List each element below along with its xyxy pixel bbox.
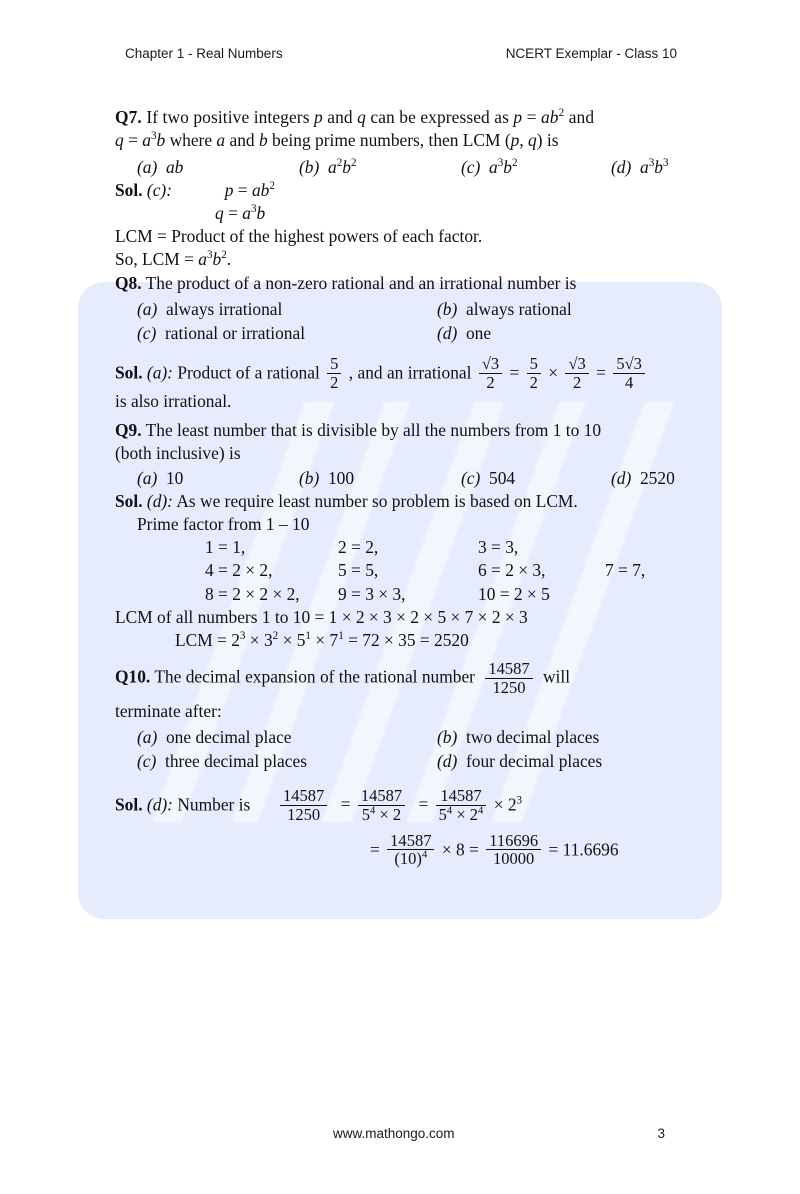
q8-label: Q8. bbox=[115, 273, 142, 293]
q9-option-a[interactable] bbox=[137, 467, 299, 490]
q7-option-a-value: ab bbox=[165, 157, 184, 177]
q7-stem-where: where bbox=[169, 130, 213, 150]
q8-solution-line2: is also irrational. bbox=[115, 390, 232, 411]
q8-sol-text2: , and an irrational bbox=[348, 362, 472, 383]
q10-f2-den-exp: 4 bbox=[370, 805, 376, 817]
q7-option-c-label: (c) bbox=[461, 157, 481, 177]
q9-lcm-final-pre: LCM = 2 bbox=[175, 630, 240, 651]
q7-and-1: and bbox=[327, 107, 353, 127]
q9-prime-header: Prime factor from 1 – 10 bbox=[137, 513, 310, 534]
q9-prime-cell: 6 = 2 × 3, bbox=[478, 560, 546, 581]
q9-option-b-label: (b) bbox=[299, 467, 320, 488]
q7-sol-conclusion-a: a bbox=[198, 249, 207, 269]
q7-sol-conclusion-aexp: 3 bbox=[206, 249, 213, 262]
q9-lcm-exp-3: 1 bbox=[305, 630, 311, 643]
question-q9 bbox=[115, 419, 689, 653]
q7-stem-text2: can be expressed as bbox=[370, 107, 509, 127]
q10-option-b-text: two decimal places bbox=[465, 726, 600, 747]
q8-fraction-5-2-b bbox=[527, 355, 541, 392]
q9-lcm-mid-2: × 5 bbox=[278, 630, 306, 651]
q10-option-c-text: three decimal places bbox=[165, 750, 307, 771]
q9-option-a-text: 10 bbox=[165, 467, 184, 488]
q10-frac-1 bbox=[280, 787, 327, 824]
q7-sol-p-lhs: p bbox=[224, 180, 234, 200]
q10-f3-den-exp2: 4 bbox=[478, 805, 484, 817]
q9-option-b[interactable] bbox=[299, 467, 461, 490]
q7-sol-q-lhs: q bbox=[215, 203, 224, 223]
q10-sol-text1: Number is bbox=[177, 794, 251, 815]
q10-option-d-label: (d) bbox=[437, 750, 458, 771]
q10-option-a-label: (a) bbox=[137, 726, 158, 747]
q10-fraction-14587-1250 bbox=[485, 660, 532, 697]
q7-option-b-label: (b) bbox=[299, 157, 320, 177]
q7-var-a: a bbox=[216, 130, 226, 150]
q10-mult-exp: 3 bbox=[516, 794, 523, 807]
q10-line2-equals: = bbox=[370, 838, 380, 859]
question-q7 bbox=[115, 106, 689, 271]
q9-solution-line1 bbox=[115, 490, 689, 513]
q9-prime-cell: 5 = 5, bbox=[338, 560, 379, 581]
q7-sol-conclusion-bexp: 2 bbox=[221, 249, 227, 262]
q8-option-b[interactable] bbox=[437, 297, 572, 321]
q10-times-8: × 8 = bbox=[441, 838, 479, 859]
q7-stem-line1 bbox=[115, 106, 689, 129]
footer-page-number: 3 bbox=[657, 1126, 665, 1141]
footer-website[interactable]: www.mathongo.com bbox=[333, 1126, 455, 1141]
q10-equals-2: = bbox=[418, 794, 429, 815]
q8-option-a-text: always irrational bbox=[165, 299, 283, 319]
header-chapter-title: Chapter 1 - Real Numbers bbox=[125, 46, 283, 61]
q9-prime-row-1 bbox=[115, 536, 689, 560]
q10-f4-den bbox=[387, 849, 434, 868]
q9-option-c[interactable] bbox=[461, 467, 611, 490]
q7-stem-text1: If two positive integers bbox=[146, 107, 310, 127]
q8-frac4-num: √3 bbox=[568, 354, 586, 373]
q10-options-row1 bbox=[115, 725, 689, 749]
q7-sol-q-aexp: 3 bbox=[250, 203, 257, 216]
q10-solution-line1 bbox=[115, 787, 689, 824]
q10-option-d[interactable] bbox=[437, 749, 602, 773]
q10-f3-den-mid: × 2 bbox=[452, 804, 479, 824]
q10-options-row2 bbox=[115, 749, 689, 773]
q8-equals-2: = bbox=[596, 362, 606, 383]
q7-option-b[interactable] bbox=[299, 156, 461, 179]
q7-lcm-p: p bbox=[510, 130, 520, 150]
q10-f2-den-base: 5 bbox=[361, 804, 371, 824]
q10-sol-answer: (d): bbox=[146, 794, 173, 815]
q8-option-c[interactable] bbox=[137, 321, 437, 345]
q10-f3-den-exp: 4 bbox=[446, 805, 453, 817]
q9-prime-row-3 bbox=[115, 583, 689, 607]
q7-expr-p-lhs: p bbox=[513, 107, 523, 127]
q8-solution-line1 bbox=[115, 355, 689, 392]
q9-option-d-label: (d) bbox=[611, 467, 632, 488]
question-q10 bbox=[115, 660, 689, 868]
q7-expr-q-aexp: 3 bbox=[150, 130, 157, 143]
q8-frac1-num: 5 bbox=[330, 354, 339, 373]
q10-option-c-label: (c) bbox=[137, 750, 157, 771]
q7-option-c-base1: a bbox=[489, 157, 498, 177]
q10-f3-den bbox=[436, 805, 487, 824]
q8-option-b-text: always rational bbox=[465, 299, 572, 319]
q7-option-b-exp2: 2 bbox=[350, 157, 357, 170]
q10-final-result: = 11.6696 bbox=[548, 838, 619, 859]
q10-option-a-text: one decimal place bbox=[165, 726, 292, 747]
q9-stem-line1 bbox=[115, 419, 689, 442]
q8-frac2-den: 2 bbox=[479, 373, 502, 392]
page-footer bbox=[125, 1126, 677, 1146]
q9-prime-cell: 7 = 7, bbox=[605, 560, 646, 581]
q8-frac3-num: 5 bbox=[529, 354, 538, 373]
q10-stem-text2: will bbox=[542, 666, 571, 687]
q8-fraction-5sqrt3-4 bbox=[613, 355, 645, 392]
q7-option-c-base2: b bbox=[503, 157, 512, 177]
q7-stem-line2 bbox=[115, 129, 689, 152]
header-book-title: NCERT Exemplar - Class 10 bbox=[505, 46, 677, 61]
q8-frac5-num: 5√3 bbox=[616, 354, 642, 373]
q10-stem-frac-den: 1250 bbox=[485, 678, 532, 697]
q10-equals-1: = bbox=[340, 794, 351, 815]
q7-solution-line3: LCM = Product of the highest powers of each factor. bbox=[115, 226, 483, 246]
q10-option-a[interactable] bbox=[137, 725, 437, 749]
q8-option-d-label: (d) bbox=[437, 323, 458, 343]
q8-sol-label: Sol. bbox=[115, 362, 143, 383]
q7-stem-text3: and bbox=[568, 107, 595, 127]
q7-option-c-exp2: 2 bbox=[511, 157, 518, 170]
q7-expr-p-eq: = bbox=[526, 107, 537, 127]
q8-frac1-den: 2 bbox=[327, 373, 341, 392]
q7-expr-q-lhs: q bbox=[115, 130, 124, 150]
q10-frac-5 bbox=[486, 832, 541, 869]
q9-lcm-exp-4: 1 bbox=[338, 630, 344, 643]
q9-option-d-text: 2520 bbox=[639, 467, 675, 488]
q9-option-c-label: (c) bbox=[461, 467, 481, 488]
q8-frac3-den: 2 bbox=[527, 373, 541, 392]
q9-option-d[interactable] bbox=[611, 467, 675, 490]
q8-equals-1: = bbox=[509, 362, 520, 383]
q8-stem-text: The product of a non-zero rational and an irrational number is bbox=[145, 273, 577, 293]
q9-lcm-tail: = 72 × 35 = 2520 bbox=[343, 630, 469, 651]
q8-options-row2 bbox=[115, 321, 689, 345]
q9-stem-text1: The least number that is divisible by all the numbers from 1 to 10 bbox=[145, 419, 602, 440]
q7-option-d-base1: a bbox=[639, 157, 649, 177]
q8-fraction-5-2 bbox=[327, 355, 341, 392]
page-header bbox=[125, 46, 677, 66]
q7-label: Q7. bbox=[115, 107, 142, 127]
q8-fraction-sqrt3-2 bbox=[479, 355, 502, 392]
q8-times: × bbox=[548, 362, 559, 383]
q10-f1-num: 14587 bbox=[283, 785, 325, 805]
q7-expr-q-eq: = bbox=[128, 130, 138, 150]
q8-options-row1 bbox=[115, 297, 689, 321]
q7-sol-q-eq: = bbox=[228, 203, 238, 223]
q7-option-d-label: (d) bbox=[611, 157, 632, 177]
q7-expr-q-b: b bbox=[156, 130, 166, 150]
q7-and-2: and bbox=[229, 130, 255, 150]
q9-sol-answer: (d): bbox=[146, 490, 173, 511]
q10-stem-line2: terminate after: bbox=[115, 700, 222, 721]
q8-option-d[interactable] bbox=[437, 321, 491, 345]
q9-stem-line2: (both inclusive) is bbox=[115, 442, 241, 463]
q7-sol-q-a: a bbox=[242, 203, 251, 223]
q7-sol-p-eq: = bbox=[237, 180, 248, 200]
q10-f1-den: 1250 bbox=[280, 805, 327, 824]
q10-f3-den-base: 5 bbox=[438, 804, 447, 824]
q8-option-a[interactable] bbox=[137, 297, 437, 321]
q7-sol-q-b: b bbox=[256, 203, 266, 223]
q10-sol-label: Sol. bbox=[115, 794, 143, 815]
q7-option-c[interactable] bbox=[461, 156, 611, 179]
q9-lcm-mid-3: × 7 bbox=[310, 630, 339, 651]
q10-f4-den-exp: 4 bbox=[421, 849, 428, 861]
q8-option-a-label: (a) bbox=[137, 299, 158, 319]
q7-option-b-exp1: 2 bbox=[336, 157, 343, 170]
q7-var-q: q bbox=[357, 107, 366, 127]
q7-option-d-exp1: 3 bbox=[648, 157, 655, 170]
q10-f4-den-base: (10) bbox=[394, 849, 422, 869]
q8-stem bbox=[115, 272, 689, 295]
q8-option-c-label: (c) bbox=[137, 323, 157, 343]
q8-option-b-label: (b) bbox=[437, 299, 458, 319]
q9-lcm-expansion: LCM of all numbers 1 to 10 = 1 × 2 × 3 × 2 × 5 × 7 × 2 × 3 bbox=[115, 607, 528, 628]
q9-lcm-mid-1: × 3 bbox=[245, 630, 273, 651]
q8-frac5-den: 4 bbox=[613, 373, 645, 392]
q9-lcm-exp-1: 3 bbox=[239, 630, 246, 643]
q7-expr-q-a: a bbox=[142, 130, 151, 150]
q7-option-c-exp1: 3 bbox=[497, 157, 504, 170]
q7-sol-conclusion-b: b bbox=[212, 249, 222, 269]
q7-solution-line2 bbox=[115, 202, 689, 225]
q9-lcm-exp-2: 2 bbox=[272, 630, 279, 643]
q10-frac-2 bbox=[358, 787, 405, 824]
q7-option-b-base2: b bbox=[342, 157, 351, 177]
q7-var-p: p bbox=[314, 107, 323, 127]
q10-f5-num: 116696 bbox=[489, 830, 539, 850]
q9-sol-text1: As we require least number so problem is based on LCM. bbox=[176, 490, 578, 511]
q7-sol-label: Sol. bbox=[115, 180, 143, 200]
q10-option-b-label: (b) bbox=[437, 726, 458, 747]
q7-option-a-label: (a) bbox=[137, 157, 158, 177]
q7-lcm-q: q bbox=[528, 130, 537, 150]
q10-f5-den: 10000 bbox=[486, 849, 541, 868]
q9-prime-cell: 4 = 2 × 2, bbox=[205, 560, 273, 581]
q9-option-c-text: 504 bbox=[489, 467, 516, 488]
q10-solution-line2 bbox=[115, 832, 689, 869]
q10-option-c[interactable] bbox=[137, 749, 437, 773]
q8-option-c-text: rational or irrational bbox=[165, 323, 306, 343]
q7-stem-end: ) is bbox=[536, 130, 559, 150]
q10-option-b[interactable] bbox=[437, 725, 599, 749]
q10-f2-den bbox=[358, 805, 405, 824]
q7-option-d[interactable] bbox=[611, 156, 669, 179]
q10-frac-3 bbox=[436, 787, 487, 824]
q8-sol-answer: (a): bbox=[146, 362, 173, 383]
q8-fraction-sqrt3-2-b bbox=[565, 355, 588, 392]
q10-f2-num: 14587 bbox=[360, 785, 403, 805]
q9-prime-cell: 1 = 1, bbox=[205, 536, 246, 557]
q9-label: Q9. bbox=[115, 419, 142, 440]
q7-stem-tail: being prime numbers, then LCM ( bbox=[272, 130, 511, 150]
q8-frac4-den: 2 bbox=[565, 373, 588, 392]
q7-sol-answer: (c): bbox=[146, 180, 172, 200]
q10-f3-num: 14587 bbox=[440, 785, 482, 805]
q9-prime-cell: 9 = 3 × 3, bbox=[338, 583, 406, 604]
q9-lcm-final bbox=[115, 629, 689, 652]
q10-option-d-text: four decimal places bbox=[465, 750, 603, 771]
q7-sol-p-exp: 2 bbox=[269, 180, 275, 193]
q10-frac-4 bbox=[387, 832, 434, 869]
q9-prime-cell: 2 = 2, bbox=[338, 536, 379, 557]
q7-sol-p-base: ab bbox=[251, 180, 270, 200]
q7-solution-line4 bbox=[115, 248, 689, 271]
q10-f2-den-tail: × 2 bbox=[375, 804, 402, 824]
q7-var-b: b bbox=[258, 130, 268, 150]
q7-sol-conclusion-pre: So, LCM = bbox=[115, 249, 194, 269]
q9-options bbox=[115, 467, 689, 490]
q7-expr-p-base: ab bbox=[541, 107, 559, 127]
q8-sol-text1: Product of a rational bbox=[177, 362, 320, 383]
q9-option-a-label: (a) bbox=[137, 467, 158, 488]
q7-lcm-comma: , bbox=[519, 130, 524, 150]
q9-prime-cell: 10 = 2 × 5 bbox=[478, 583, 550, 604]
q7-options bbox=[115, 156, 689, 179]
q8-option-d-text: one bbox=[465, 323, 492, 343]
q7-option-d-base2: b bbox=[654, 157, 663, 177]
q10-stem-frac-num: 14587 bbox=[488, 659, 530, 679]
q10-f4-num: 14587 bbox=[390, 830, 432, 850]
q8-frac2-num: √3 bbox=[481, 354, 500, 373]
q9-prime-cell: 3 = 3, bbox=[478, 536, 519, 557]
q10-mult-base: × 2 bbox=[493, 794, 517, 815]
question-content bbox=[115, 106, 689, 868]
q7-expr-q bbox=[115, 130, 165, 150]
q7-sol-conclusion-end: . bbox=[226, 249, 232, 269]
q9-option-b-text: 100 bbox=[327, 467, 355, 488]
q10-label: Q10. bbox=[115, 666, 151, 687]
question-q8 bbox=[115, 272, 689, 413]
q7-expr-p bbox=[513, 107, 564, 127]
q10-stem-text1: The decimal expansion of the rational number bbox=[154, 666, 475, 687]
q9-prime-row-2 bbox=[115, 559, 689, 583]
q7-option-a[interactable] bbox=[137, 156, 299, 179]
q7-solution-line1 bbox=[115, 179, 689, 202]
q7-option-b-base1: a bbox=[327, 157, 337, 177]
q9-prime-cell: 8 = 2 × 2 × 2, bbox=[205, 583, 300, 604]
q10-stem-line1 bbox=[115, 660, 689, 697]
q7-option-d-exp2: 3 bbox=[662, 157, 669, 170]
q9-sol-label: Sol. bbox=[115, 490, 143, 511]
q7-expr-p-exp: 2 bbox=[558, 107, 565, 120]
